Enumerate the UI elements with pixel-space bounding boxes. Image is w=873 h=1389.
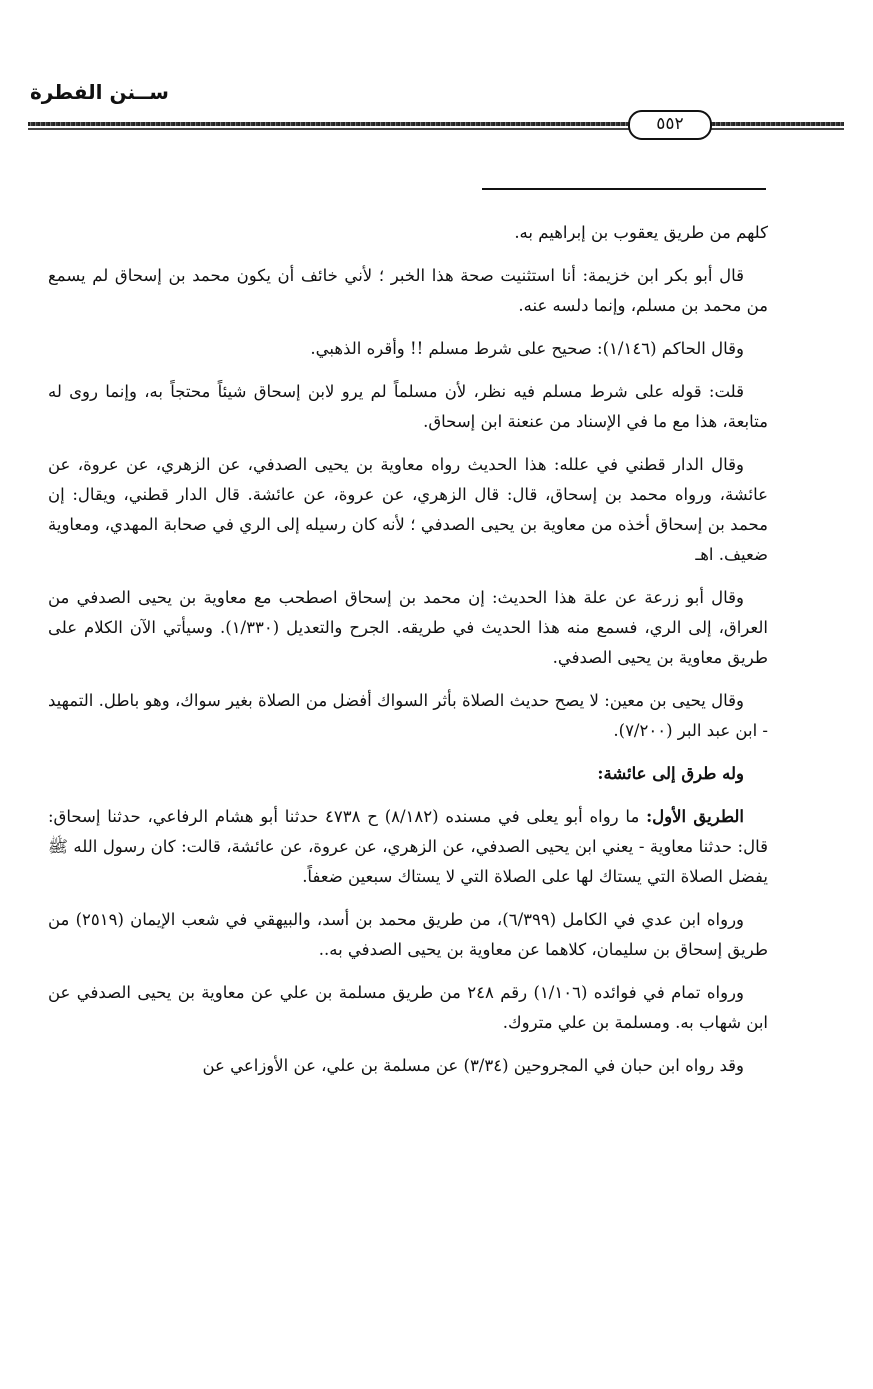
paragraph-lead: الطريق الأول:: [646, 807, 745, 826]
paragraph: وقال يحيى بن معين: لا يصح حديث الصلاة بأثر السواك أفضل من الصلاة بغير سواك، وهو باطل. التمهيد - ابن عبد البر (٧/٢٠٠).: [48, 691, 768, 740]
paragraph: قال أبو بكر ابن خزيمة: أنا استثنيت صحة هذا الخبر ؛ لأني خائف أن يكون محمد بن إسحاق لم يسمع من محمد بن مسلم، وإنما دلسه عنه.: [48, 266, 768, 315]
page-number: ٥٥٢: [628, 110, 712, 140]
paragraph: وقال الحاكم (١/١٤٦): صحيح على شرط مسلم !! وأقره الذهبي.: [310, 339, 744, 358]
section-heading: وله طرق إلى عائشة:: [597, 764, 744, 783]
paragraph-body: ما رواه أبو يعلى في مسنده (٨/١٨٢) ح ٤٧٣٨ حدثنا أبو هشام الرفاعي، حدثنا إسحاق: قال: حدثنا معاوية - يعني ابن يحيى الصدفي، عن الزهري، عن عروة، عن عائشة، قالت: كان رسول الله ﷺ يفضل الصلاة التي يستاك لها على الصلاة التي لا يستاك سبعين ضعفاً.: [48, 807, 768, 886]
footnote-separator: [482, 188, 766, 190]
paragraph: [48, 802, 768, 892]
paragraph: قلت: قوله على شرط مسلم فيه نظر، لأن مسلماً لم يرو لابن إسحاق شيئاً محتجاً به، وإنما روى له متابعة، هذا مع ما في الإسناد من عنعنة ابن إسحاق.: [48, 382, 768, 431]
header-rule-thin: [28, 128, 844, 130]
paragraph: كلهم من طريق يعقوب بن إبراهيم به.: [514, 223, 768, 242]
paragraph: وقال الدار قطني في علله: هذا الحديث رواه معاوية بن يحيى الصدفي، عن الزهري، عن عروة، عن عائشة، ورواه محمد بن إسحاق، قال: قال الزهري، عن عروة، عن عائشة. قال الدار قطني، ويقال: إن محمد بن إسحاق أخذه من معاوية بن يحيى الصدفي ؛ لأنه كان رسيله إلى الري في صحابة المهدي، ومعاوية ضعيف. اهـ: [48, 455, 768, 564]
body-text: [48, 218, 768, 1094]
paragraph: ورواه ابن عدي في الكامل (٦/٣٩٩)، من طريق محمد بن أسد، والبيهقي في شعب الإيمان (٢٥١٩) من طريق إسحاق بن سليمان، كلاهما عن معاوية بن يحيى الصدفي به..: [48, 910, 768, 959]
paragraph: وقال أبو زرعة عن علة هذا الحديث: إن محمد بن إسحاق اصطحب مع معاوية بن يحيى الصدفي من العراق، إلى الري، فسمع منه هذا الحديث في طريقه. الجرح والتعديل (١/٣٣٠). وسيأتي الآن الكلام على طريق معاوية بن يحيى الصدفي.: [48, 588, 768, 667]
paragraph: ورواه تمام في فوائده (١/١٠٦) رقم ٢٤٨ من طريق مسلمة بن علي عن معاوية بن يحيى الصدفي عن ابن شهاب به. ومسلمة بن علي متروك.: [48, 983, 768, 1032]
header-rule: [28, 122, 844, 126]
paragraph: وقد رواه ابن حبان في المجروحين (٣/٣٤) عن مسلمة بن علي، عن الأوزاعي عن: [202, 1056, 744, 1075]
book-title: ســنن الفطرة: [30, 80, 169, 104]
